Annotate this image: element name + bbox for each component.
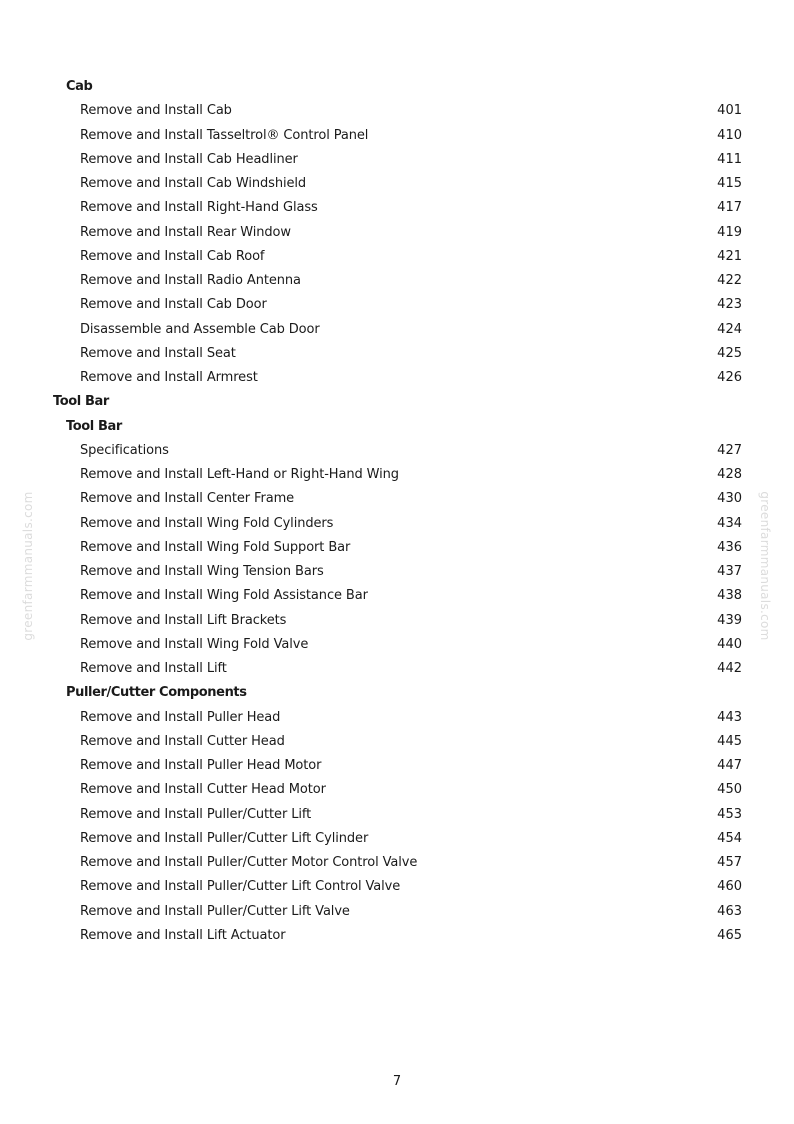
toc-entry[interactable]: [80, 367, 742, 389]
toc-entry-title: Remove and Install Puller Head: [80, 709, 281, 725]
toc-entry-page: 425: [717, 345, 742, 361]
toc-entry-page: 457: [717, 855, 742, 870]
toc-entry-page: 427: [717, 442, 742, 458]
toc-entry-title: Remove and Install Armrest: [80, 370, 258, 385]
toc-entry-title: Remove and Install Cab Headliner: [80, 151, 298, 167]
toc-section-heading: Tool Bar: [53, 394, 109, 410]
watermark-left: greenfarmmanuals.com: [21, 491, 35, 641]
toc-entry-page: 410: [717, 127, 742, 143]
toc-entry[interactable]: [80, 440, 742, 462]
page-number: 7: [392, 1074, 402, 1089]
toc-entry-page: 442: [717, 661, 742, 676]
toc-entry[interactable]: [80, 173, 742, 195]
toc-entry-title: Remove and Install Center Frame: [80, 491, 295, 507]
toc-entry-title: Remove and Install Tasseltrol® Control Panel: [80, 127, 369, 143]
toc-entry-page: 450: [717, 782, 742, 798]
toc-entry-page: 417: [717, 200, 742, 216]
toc-entry-page: 440: [717, 636, 742, 652]
toc-entry-page: 422: [717, 273, 742, 288]
toc-entry-title: Remove and Install Wing Fold Valve: [80, 636, 309, 652]
toc-entry-title: Remove and Install Wing Fold Assistance Bar: [80, 588, 368, 604]
toc-entry[interactable]: [80, 634, 742, 656]
toc-entry-page: 463: [717, 903, 742, 919]
toc-entry-page: 437: [717, 564, 742, 579]
toc-entry-title: Specifications: [80, 442, 169, 458]
toc-entry-title: Remove and Install Left-Hand or Right-Hand Wing: [80, 467, 399, 482]
toc-entry-title: Remove and Install Cutter Head Motor: [80, 782, 326, 798]
toc-entry[interactable]: [80, 464, 742, 486]
toc-entry-title: Remove and Install Cab Windshield: [80, 176, 307, 191]
toc-entry[interactable]: [80, 731, 742, 753]
toc-entry[interactable]: [80, 197, 742, 219]
toc-entry-page: 438: [717, 588, 742, 604]
toc-entry[interactable]: [80, 610, 742, 632]
toc-entry-title: Remove and Install Right-Hand Glass: [80, 200, 318, 216]
toc-entry-page: 454: [717, 830, 742, 846]
toc-entry-title: Remove and Install Wing Fold Cylinders: [80, 515, 334, 531]
toc-entry-title: Remove and Install Wing Fold Support Bar: [80, 539, 351, 555]
toc-entry-page: 424: [717, 321, 742, 337]
toc-subsection-heading: Tool Bar: [66, 418, 122, 434]
toc-entry-page: 439: [717, 612, 742, 628]
toc-entry-title: Remove and Install Cab: [80, 103, 232, 119]
toc-entry[interactable]: [80, 537, 742, 559]
toc-entry-title: Remove and Install Radio Antenna: [80, 273, 301, 288]
toc-entry[interactable]: [80, 804, 742, 826]
toc-entry[interactable]: [80, 100, 742, 122]
toc-entry-title: Remove and Install Puller/Cutter Lift Valve: [80, 903, 350, 919]
toc-entry-title: Remove and Install Lift: [80, 661, 227, 676]
toc-entry[interactable]: [80, 125, 742, 147]
toc-entry-page: 426: [717, 370, 742, 385]
toc-entry[interactable]: [80, 294, 742, 316]
toc-entry[interactable]: [80, 779, 742, 801]
toc-entry-page: 419: [717, 224, 742, 240]
toc-entry-title: Remove and Install Lift Actuator: [80, 927, 286, 943]
toc-entry[interactable]: [80, 488, 742, 510]
toc-entry-page: 421: [717, 248, 742, 264]
toc-entry[interactable]: [80, 707, 742, 729]
toc-entry-page: 447: [717, 758, 742, 773]
toc-entry-title: Remove and Install Lift Brackets: [80, 612, 287, 628]
toc-entry-title: Disassemble and Assemble Cab Door: [80, 321, 320, 337]
toc-entry[interactable]: [80, 658, 742, 680]
toc-entry-title: Remove and Install Seat: [80, 345, 236, 361]
toc-entry[interactable]: [80, 270, 742, 292]
toc-entry[interactable]: [80, 343, 742, 365]
toc-entry[interactable]: [80, 852, 742, 874]
toc-entry-page: 443: [717, 709, 742, 725]
toc-entry-page: 423: [717, 297, 742, 313]
toc-entry-page: 434: [717, 515, 742, 531]
toc-entry-title: Remove and Install Puller/Cutter Lift Control Valve: [80, 879, 401, 895]
toc-entry-page: 436: [717, 539, 742, 555]
toc-entry[interactable]: [80, 876, 742, 898]
toc-entry-page: 415: [717, 176, 742, 191]
toc-entry-title: Remove and Install Puller Head Motor: [80, 758, 322, 773]
toc-entry-page: 401: [717, 103, 742, 119]
toc-entry[interactable]: [80, 828, 742, 850]
toc-entry-title: Remove and Install Wing Tension Bars: [80, 564, 324, 579]
toc-subsection-heading: Cab: [66, 79, 93, 94]
toc-entry-page: 453: [717, 806, 742, 822]
toc-entry-title: Remove and Install Cab Door: [80, 297, 267, 313]
toc-entry-title: Remove and Install Puller/Cutter Lift Cylinder: [80, 830, 369, 846]
toc-entry[interactable]: [80, 319, 742, 341]
toc-entry[interactable]: [80, 901, 742, 923]
toc-entry[interactable]: [80, 222, 742, 244]
toc-entry[interactable]: [80, 755, 742, 777]
toc-entry-page: 430: [717, 491, 742, 507]
toc-entry[interactable]: [80, 513, 742, 535]
toc-entry[interactable]: [80, 561, 742, 583]
toc-entry[interactable]: [80, 925, 742, 947]
toc-entry-title: Remove and Install Cutter Head: [80, 733, 285, 749]
toc-entry-title: Remove and Install Cab Roof: [80, 248, 265, 264]
toc-entry-page: 465: [717, 927, 742, 943]
toc-entry-page: 428: [717, 467, 742, 482]
watermark-right: greenfarmmanuals.com: [758, 491, 772, 641]
toc-entry-title: Remove and Install Rear Window: [80, 224, 291, 240]
toc-entry[interactable]: [80, 585, 742, 607]
toc-entry-title: Remove and Install Puller/Cutter Lift: [80, 806, 312, 822]
toc-entry-page: 460: [717, 879, 742, 895]
toc-subsection-heading: Puller/Cutter Components: [66, 685, 247, 701]
toc-entry-page: 411: [717, 151, 742, 167]
toc-entry-page: 445: [717, 733, 742, 749]
toc-entry-title: Remove and Install Puller/Cutter Motor Control Valve: [80, 855, 418, 870]
toc-entry[interactable]: [80, 149, 742, 171]
toc-entry[interactable]: [80, 246, 742, 268]
